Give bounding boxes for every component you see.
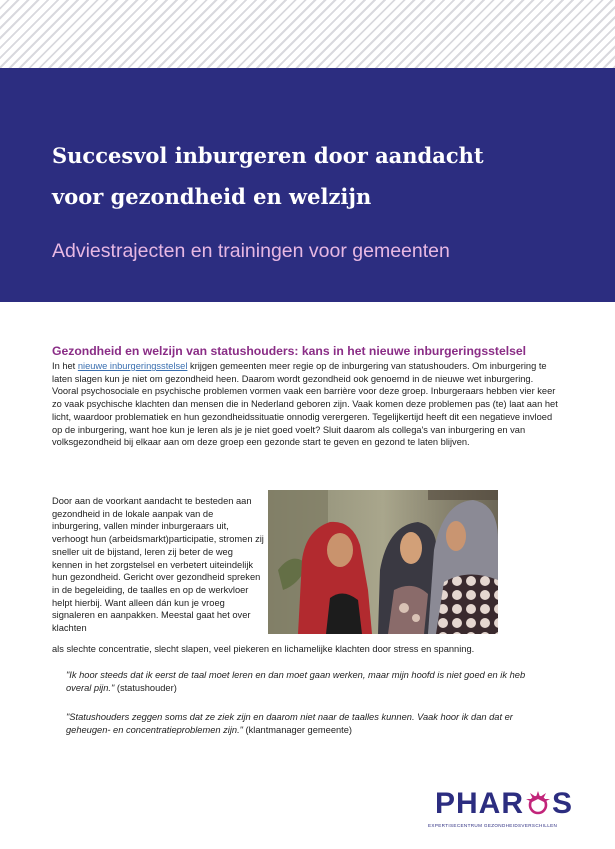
body-paragraph-2: Door aan de voorkant aandacht te besteden aan gezondheid in de lokale aanpak van de inburgering, vallen minder inburgeraars uit, verhoogt hun (arbeidsmarkt)participatie, stromen zij sneller uit de bijstand, leren zij beter de weg kennen in het zorgstelsel en verbetert uiteindelijk hun gezondheid. Gericht over gezondheid spreken in de begeleiding, de taalles en op de werkvloer helpt hierbij. Want alleen dán kun je vroeg signaleren en aanpakken. Meestal gaat het over klachten — [52, 496, 264, 634]
logo-wordmark — [435, 787, 573, 821]
page-title — [52, 135, 572, 217]
quote-1-source: (statushouder) — [114, 683, 177, 693]
quote-statushouder — [66, 669, 536, 695]
quote-2-text: "Statushouders zeggen soms dat ze ziek zijn en daarom niet naar de taalles kunnen. Vaak hoor ik dan dat er geheugen- en concentratieproblemen zijn." — [66, 712, 513, 735]
page-subtitle: Adviestrajecten en trainingen voor gemeenten — [52, 240, 450, 262]
body-paragraph-2-tail: als slechte concentratie, slecht slapen, veel piekeren en lichamelijke klachten door stress en spanning. — [52, 644, 475, 654]
intro-paragraph — [52, 360, 558, 449]
section-heading: Gezondheid en welzijn van statushouders: kans in het nieuwe inburgeringsstelsel — [52, 344, 527, 358]
intro-prefix: In het — [52, 361, 78, 371]
title-line-2: voor gezondheid en welzijn — [52, 184, 372, 209]
quote-1-text: "Ik hoor steeds dat ik eerst de taal moet leren en dan moet gaan werken, maar mijn hoofd is niet goed en ik heb overal pijn." — [66, 670, 526, 693]
logo-wordmark-part1: PHAR — [435, 787, 525, 820]
decorative-stripes — [0, 0, 615, 68]
quote-klantmanager — [66, 711, 536, 737]
inburgeringsstelsel-link[interactable]: nieuwe inburgeringsstelsel — [77, 361, 188, 371]
title-line-1: Succesvol inburgeren door aandacht — [52, 143, 484, 168]
logo-tagline: EXPERTISECENTRUM GEZONDHEIDSVERSCHILLEN — [428, 823, 558, 828]
photo-women-classroom — [268, 490, 498, 634]
pharos-logo — [425, 787, 580, 832]
intro-text: krijgen gemeenten meer regie op de inburgering van statushouders. Om inburgering te laten slagen kun je niet om gezondheid heen. Daarom wordt gezondheid ook genoemd in de nieuwe wet inburgering. Vooral psychosociale en psychische problemen vormen vaak een barrière voor deze groep. Inburgeraars hebben vier keer zo vaak psychische klachten dan mensen die in Nederland geboren zijn. Vaak komen deze problemen pas (te) laat aan het licht, waardoor problematiek en hun gezondheidssituatie onnodig verergeren. Tegelijkertijd heeft dit een negatieve invloed op de inburgering, want hoe kun je leren als je je niet goed voelt? Sluit daarom als collega's van inburgering en van volksgezondheid bij elkaar aan om deze groep een gezonde start te geven en gezond te laten blijven. — [52, 361, 558, 448]
logo-wordmark-part2: S — [552, 787, 574, 820]
quote-2-source: (klantmanager gemeente) — [242, 725, 353, 735]
logo-star-icon — [525, 790, 551, 816]
